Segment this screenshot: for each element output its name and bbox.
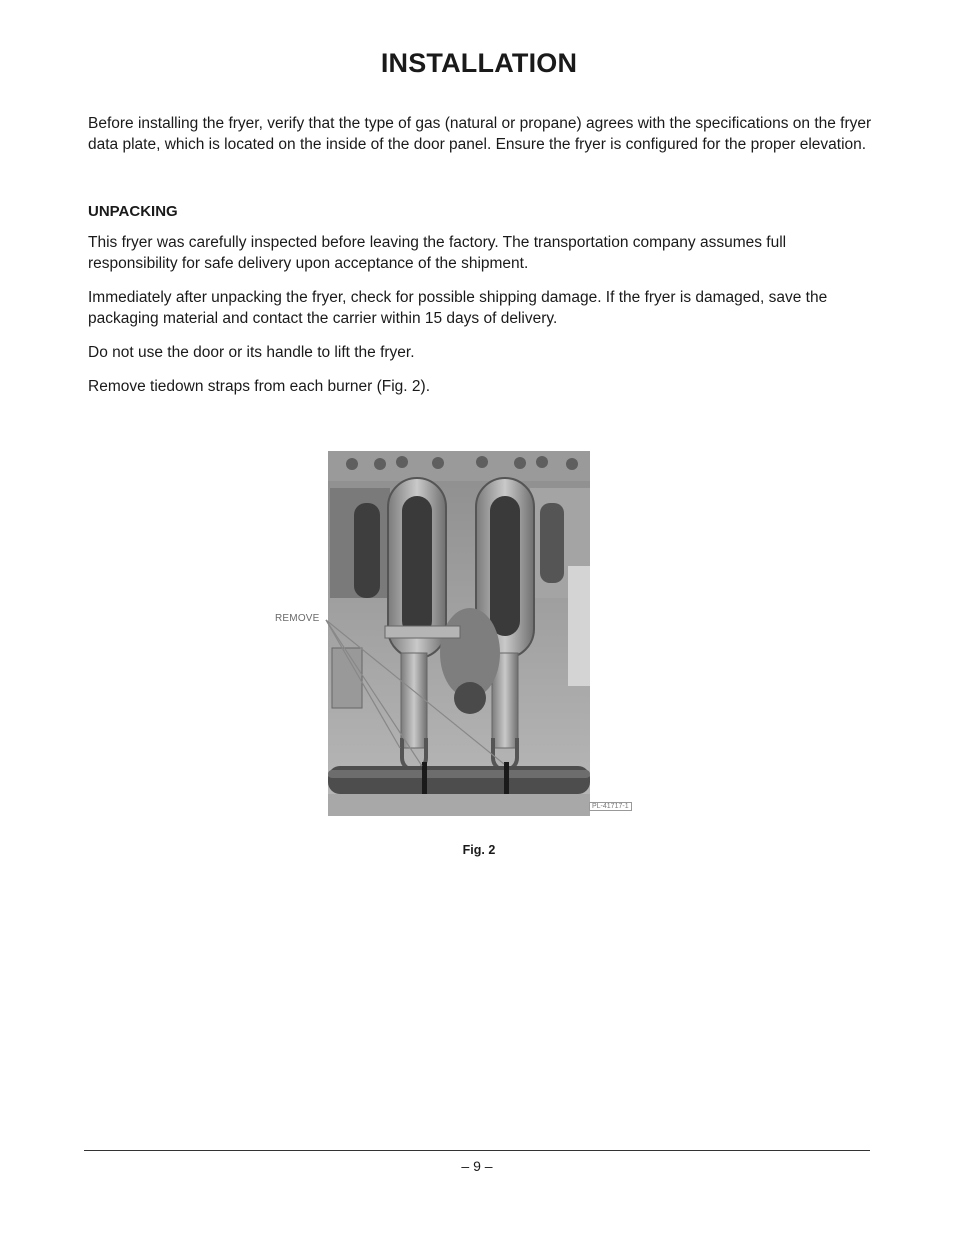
intro-paragraph: Before installing the fryer, verify that the type of gas (natural or propane) agrees with the specifications on the fryer data plate, which is located on the inside of the door panel. Ensure the fryer is configured for the proper elevation. xyxy=(88,115,872,153)
section-heading-unpacking: UNPACKING xyxy=(88,203,178,220)
unpacking-paragraph: This fryer was carefully inspected before leaving the factory. The transportation company assumes full responsibility for safe delivery upon acceptance of the shipment. xyxy=(88,234,787,272)
unpacking-paragraph: Remove tiedown straps from each burner (Fig. 2). xyxy=(88,378,430,395)
figure-burner-photo xyxy=(270,448,650,820)
remove-callout-label: REMOVE xyxy=(275,613,320,624)
unpacking-paragraph: Immediately after unpacking the fryer, check for possible shipping damage. If the fryer is damaged, save the packaging material and contact the carrier within 15 days of delivery. xyxy=(88,289,828,327)
page-number: – 9 – xyxy=(461,1158,493,1174)
unpacking-paragraph: Do not use the door or its handle to lift the fryer. xyxy=(88,344,415,361)
figure-caption: Fig. 2 xyxy=(462,843,496,857)
footer-divider xyxy=(84,1150,870,1151)
page-title: INSTALLATION xyxy=(380,48,578,78)
burner-photo-illustration xyxy=(270,448,650,820)
figure-code-label: PL-41717-1 xyxy=(589,802,632,811)
